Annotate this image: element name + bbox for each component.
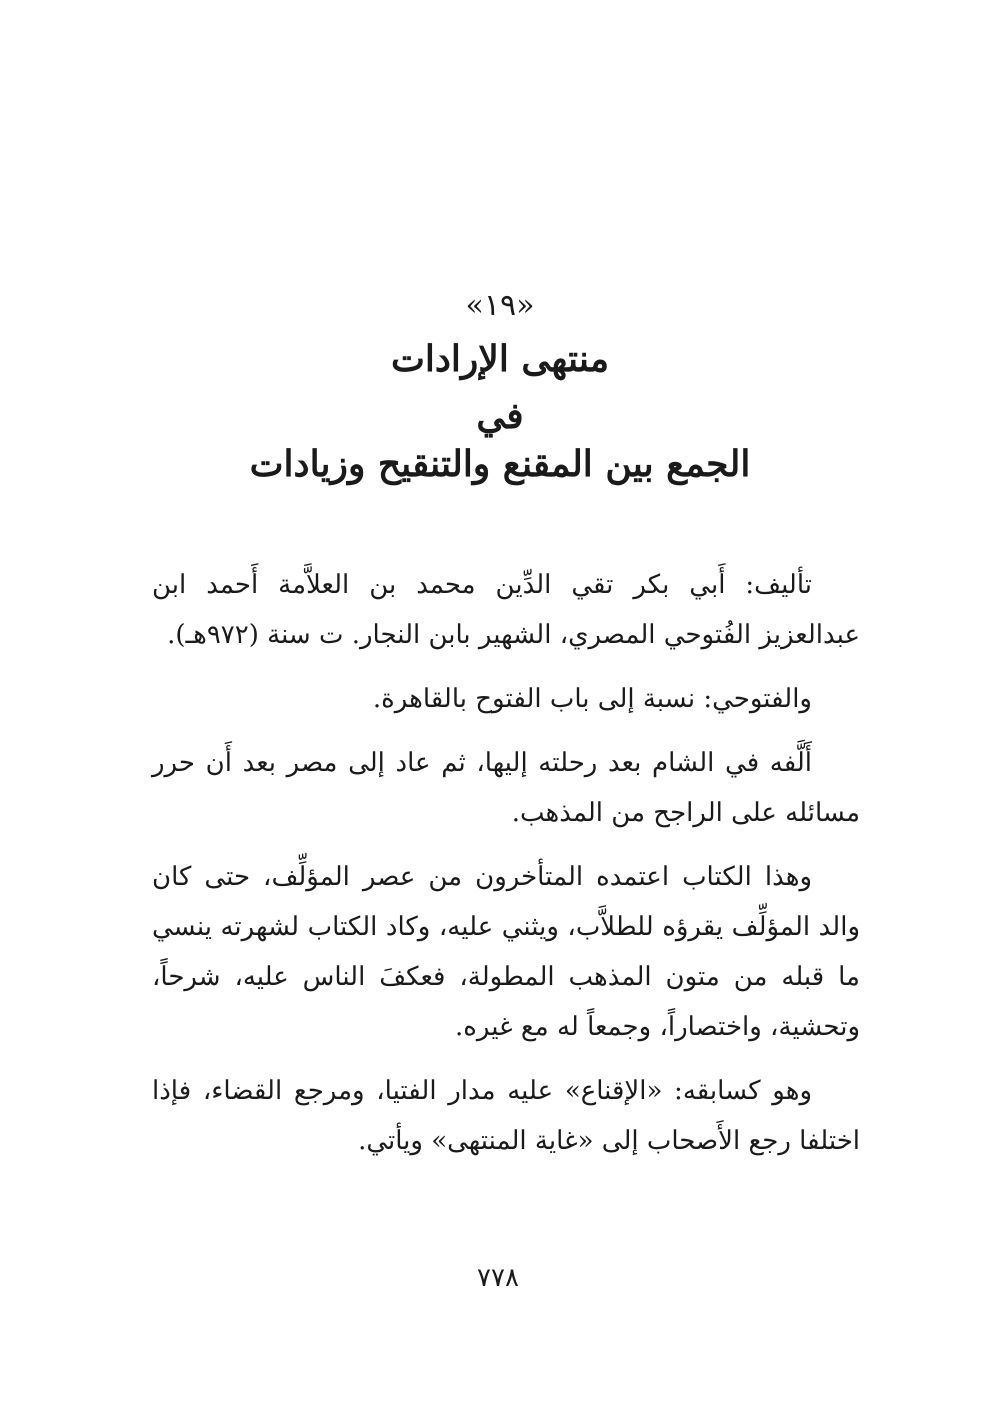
book-title: منتهى الإرادات bbox=[391, 338, 609, 380]
page-number: ٧٧٨ bbox=[477, 1263, 519, 1293]
paragraph-nisba: والفتوحي: نسبة إلى باب الفتوح بالقاهرة. bbox=[372, 684, 812, 714]
paragraph-author: تأليف: أَبي بكر تقي الدِّين محمد بن العلاَّمة أَحمد ابن عبدالعزيز الفُتوحي المصري، الشهير بابن النجار. ت سنة (٩٧٢هـ). bbox=[152, 570, 860, 650]
paragraph-composition: أَلَّفه في الشام بعد رحلته إليها، ثم عاد إلى مصر بعد أَن حرر مسائله على الراجح من المذهب. bbox=[152, 748, 860, 828]
book-subtitle: الجمع بين المقنع والتنقيح وزيادات bbox=[249, 443, 751, 485]
title-connector: في bbox=[476, 395, 524, 437]
entry-number: «١٩» bbox=[465, 288, 535, 323]
body-text bbox=[152, 560, 860, 1180]
paragraph-reception: وهذا الكتاب اعتمده المتأخرون من عصر المؤلِّف، حتى كان والد المؤلِّف يقرؤه للطلاَّب، ويثني عليه، وكاد الكتاب لشهرته ينسي ما قبله من متون المذهب المطولة، فعكفَ الناس عليه، شرحاً، وتحشية، واختصاراً، وجمعاً له مع غيره. bbox=[152, 862, 860, 1042]
paragraph-reference: وهو كسابقه: «الإقناع» عليه مدار الفتيا، ومرجع القضاء، فإذا اختلفا رجع الأَصحاب إلى «غاية المنتهى» ويأتي. bbox=[152, 1076, 860, 1156]
